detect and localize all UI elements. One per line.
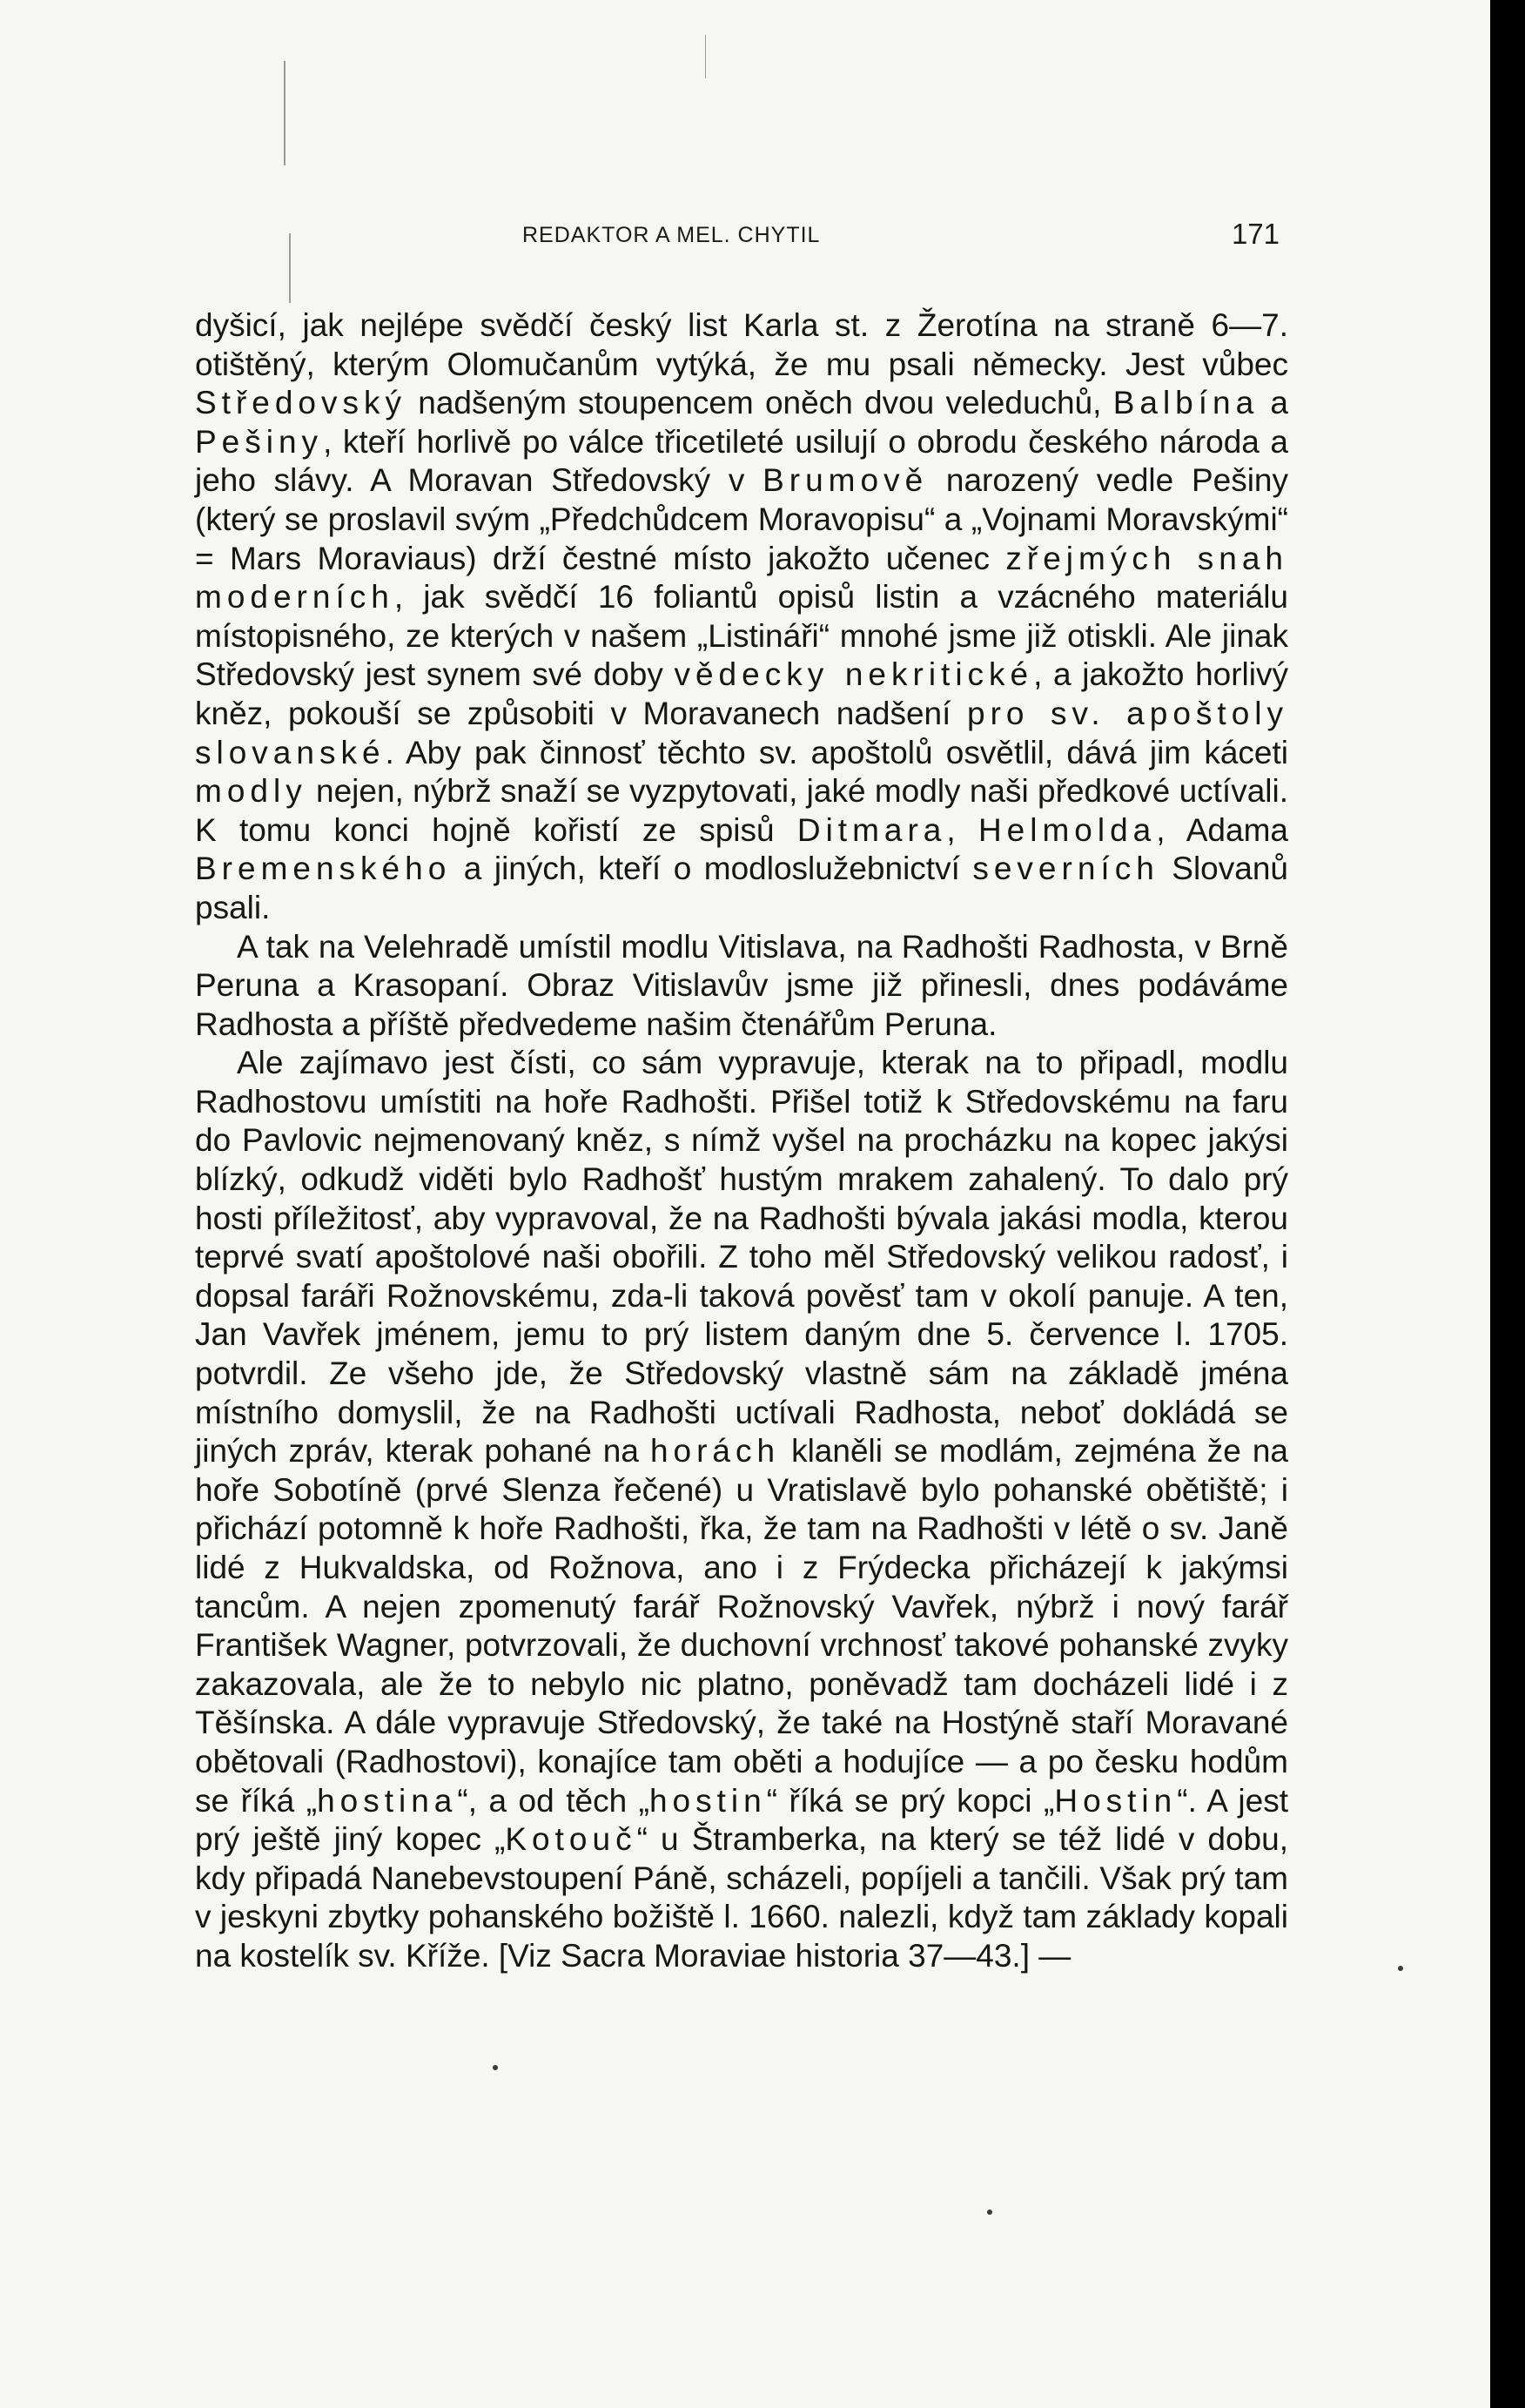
text-run: dyšicí, jak nejlépe svědčí český list Karla st. z Žerotína na straně 6—7. otištěný, kterým Olomučanům vytýká, že mu psali německy. Jest vůbec (195, 307, 1288, 382)
spaced-phrase: vědecky nekritické (674, 656, 1034, 693)
spaced-word: horách (649, 1433, 781, 1470)
text-run: “ u Štramberka, na který se též lidé v dobu, kdy připadá Nanebevstoupení Páně, scházeli, popíjeli a tančili. Však prý tam v jeskyni zbytky pohanského božiště l. 1660. nalezli, když tam základy kopali na kostelík sv. Kříže. [Viz Sacra Moraviae historia 37—43.] — (195, 1821, 1288, 1974)
spaced-word: hostina (317, 1782, 458, 1819)
text-run: narozený vedle Pešiny (který se proslavil svým „Předchůdcem Moravopisu“ a „Vojnami Moravskými“ = Mars Moraviaus) drží čestné místo jakožto učenec (195, 462, 1288, 576)
text-run: , a jakožto horlivý kněz, pokouší se způsobiti v Moravanech nadšení (195, 656, 1288, 731)
text-run: klaněli se modlám, zejména že na hoře Sobotíně (prvé Slenza řečené) u Vratislavě bylo pohanské obětiště; i přichází potomně k hoře Radhošti, řka, že tam na Radhošti v létě o sv. Janě lidé z Hukvaldska, od Rožnova, ano i z Frýdecka přicházejí k jakýmsi tancům. A nejen zpomenutý farář Rožnovský Vavřek, nýbrž i nový farář František Wagner, potvrzovali, že duchovní vrchnosť takové pohanské zvyky zakazovala, ale že to nebylo nic platno, poněvadž tam docházeli lidé i z Těšínska. A dále vypravuje Středovský, že také na Hostýně staří Moravané obětovali (Radhostovi), konajíce tam oběti a hodujíce — a po česku hodům se říká „ (195, 1433, 1288, 1819)
scan-dust-dot (493, 2065, 498, 2070)
text-run: “ říká se prý kopci „ (766, 1782, 1055, 1819)
article-body (195, 306, 1288, 1976)
text-run: a (1259, 385, 1288, 421)
text-run: , Adama (1156, 811, 1288, 848)
text-run: , jak svědčí 16 foliantů opisů listin a vzácného materiálu místopisného, ze kterých v našem „Listináři“ mnohé jsme již otiskli. Ale jinak Středovský jest synem své doby (195, 579, 1288, 693)
spaced-name: Pešiny (195, 423, 324, 460)
scan-artifact-line (284, 61, 286, 165)
paragraph-2: A tak na Velehradě umístil modlu Vitislava, na Radhošti Radhosta, v Brně Peruna a Krasopaní. Obraz Vitislavův jsme již přinesli, dnes podáváme Radhosta a příště předvedeme našim čtenářům Peruna. (195, 928, 1288, 1042)
text-run: nejen, nýbrž snaží se vyzpytovati, jaké modly naši předkové uctívali. K tomu konci hojně kořistí ze spisů (195, 773, 1288, 848)
spaced-name: Středovský (195, 385, 407, 421)
spaced-name: Brumově (762, 462, 929, 499)
spaced-name: Bremenského (195, 851, 452, 887)
spaced-word: severních (972, 851, 1159, 887)
spaced-word: Kotouč (505, 1821, 637, 1858)
scan-artifact-line (705, 35, 706, 78)
spaced-name: Helmolda (977, 811, 1157, 848)
text-run: “. A jest prý ještě jiný kopec „ (195, 1782, 1289, 1858)
spaced-word: hostin (648, 1782, 767, 1819)
scan-artifact-line (289, 233, 291, 303)
spaced-phrase: zřejmých snah moderních (195, 540, 1288, 615)
running-head: REDAKTOR A MEL. CHYTIL (522, 223, 821, 247)
text-run: “, a od těch „ (457, 1782, 649, 1819)
text-run: a jiných, kteří o modloslužebnictví (451, 851, 973, 887)
paragraph-1 (195, 306, 1288, 928)
text-run: , (946, 811, 978, 848)
scan-dust-dot (1398, 1966, 1403, 1971)
page-header (522, 218, 1280, 252)
scan-dust-dot (987, 2210, 992, 2215)
text-run: Slovanů psali. (195, 851, 1288, 925)
text-run: nadšeným stoupencem oněch dvou veleduchů, (406, 385, 1113, 421)
paragraph-3 (195, 1044, 1288, 1975)
spaced-word: modly (195, 773, 307, 810)
spaced-name: Balbína (1112, 385, 1260, 421)
spaced-phrase: pro sv. apoštoly slovanské (195, 695, 1288, 770)
text-run: . Aby pak činnosť těchto sv. apoštolů osvětlil, dává jim káceti (385, 734, 1288, 770)
spaced-word: Hostin (1054, 1782, 1178, 1819)
text-run: Ale zajímavo jest čísti, co sám vypravuje, kterak na to připadl, modlu Radhostovu umístiti na hoře Radhošti. Přišel totiž k Středovskému na faru do Pavlovic nejmenovaný kněz, s nímž vyšel na procházku na kopec jakýsi blízký, odkudž viděti bylo Radhošť hustým mrakem zahalený. To dalo prý hosti příležitosť, aby vypravoval, že na Radhošti bývala jakási modla, kterou teprvé svatí apoštolové naši obořili. Z toho měl Středovský velikou radosť, i dopsal faráři Rožnovskému, zda-li taková pověsť tam v okolí panuje. A ten, Jan Vavřek jménem, jemu to prý listem daným dne 5. července l. 1705. potvrdil. Ze všeho jde, že Středovský vlastně sám na základě jména místního domyslil, že na Radhošti uctívali Radhosta, neboť dokládá se jiných zpráv, kterak pohané na (195, 1045, 1288, 1470)
text-run: , kteří horlivě po válce třicetileté usilují o obrodu českého národa a jeho slávy. A Moravan Středovský v (195, 423, 1288, 499)
page-number: 171 (1231, 218, 1280, 250)
spaced-name: Ditmara (796, 811, 947, 848)
